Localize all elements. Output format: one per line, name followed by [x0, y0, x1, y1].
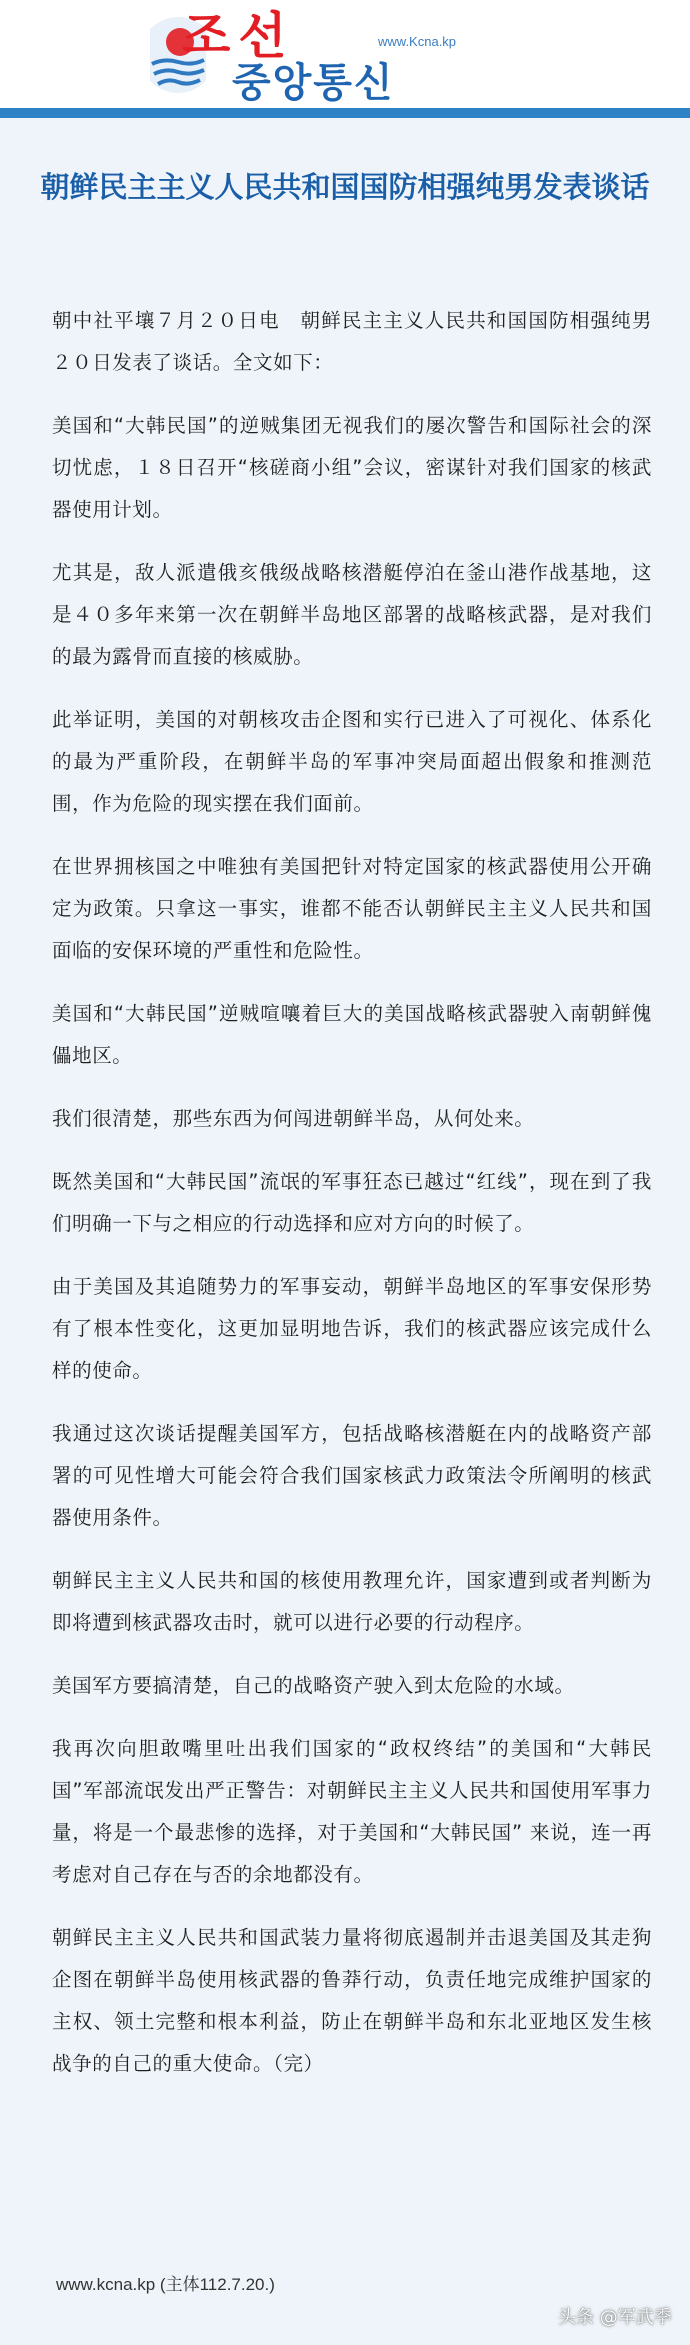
article-body	[52, 300, 652, 2106]
paragraph-11: 朝鲜民主主义人民共和国的核使用教理允许，国家遭到或者判断为即将遭到核武器攻击时，就可以进行必要的行动程序。	[52, 1569, 652, 1634]
paragraph-13: 我再次向胆敢嘴里吐出我们国家的“政权终结”的美国和“大韩民国”军部流氓发出严正警告：对朝鲜民主主义人民共和国使用军事力量，将是一个最悲惨的选择，对于美国和“大韩民国” 来说，连一再考虑对自己存在与否的余地都没有。	[52, 1737, 652, 1886]
logo-korean-bottom: 중앙통신	[232, 60, 395, 106]
toutiao-watermark: 头条 @军武季	[558, 2307, 672, 2328]
paragraph-10: 我通过这次谈话提醒美国军方，包括战略核潜艇在内的战略资产部署的可见性增大可能会符合我们国家核武力政策法令所阐明的核武器使用条件。	[52, 1422, 652, 1529]
paragraph-14: 朝鲜民主主义人民共和国武装力量将彻底遏制并击退美国及其走狗企图在朝鲜半岛使用核武器的鲁莽行动，负责任地完成维护国家的主权、领土完整和根本利益，防止在朝鲜半岛和东北亚地区发生核战争的自己的重大使命。（完）	[52, 1926, 652, 2075]
paragraph-3: 尤其是，敌人派遣俄亥俄级战略核潜艇停泊在釜山港作战基地，这是４０多年来第一次在朝鲜半岛地区部署的战略核武器，是对我们的最为露骨而直接的核威胁。	[52, 561, 652, 668]
paragraph-12: 美国军方要搞清楚，自己的战略资产驶入到太危险的水域。	[52, 1674, 575, 1697]
paragraph-1: 朝中社平壤７月２０日电 朝鲜民主主义人民共和国国防相强纯男２０日发表了谈话。全文如下：	[52, 309, 652, 374]
paragraph-4: 此举证明，美国的对朝核攻击企图和实行已进入了可视化、体系化的最为严重阶段，在朝鲜半岛的军事冲突局面超出假象和推测范围，作为危险的现实摆在我们面前。	[52, 708, 652, 815]
paragraph-9: 由于美国及其追随势力的军事妄动，朝鲜半岛地区的军事安保形势有了根本性变化，这更加显明地告诉，我们的核武器应该完成什么样的使命。	[52, 1275, 652, 1382]
logo-korean-top: 조선	[182, 7, 295, 65]
paragraph-2: 美国和“大韩民国”的逆贼集团无视我们的屡次警告和国际社会的深切忧虑，１８日召开“核磋商小组”会议，密谋针对我们国家的核武器使用计划。	[52, 414, 652, 521]
paragraph-6: 美国和“大韩民国”逆贼喧嚷着巨大的美国战略核武器驶入南朝鲜傀儡地区。	[52, 1002, 652, 1067]
kcna-header	[0, 0, 690, 112]
paragraph-7: 我们很清楚，那些东西为何闯进朝鲜半岛，从何处来。	[52, 1107, 535, 1130]
logo-url: www.Kcna.kp	[378, 34, 457, 49]
header-band	[0, 108, 690, 118]
article-title: 朝鲜民主主义人民共和国国防相强纯男发表谈话	[40, 170, 650, 204]
source-line: www.kcna.kp (主体112.7.20.)	[56, 2275, 275, 2294]
paragraph-8: 既然美国和“大韩民国”流氓的军事狂态已越过“红线”，现在到了我们明确一下与之相应的行动选择和应对方向的时候了。	[52, 1170, 652, 1235]
paragraph-5: 在世界拥核国之中唯独有美国把针对特定国家的核武器使用公开确定为政策。只拿这一事实，谁都不能否认朝鲜民主主义人民共和国面临的安保环境的严重性和危险性。	[52, 855, 652, 962]
